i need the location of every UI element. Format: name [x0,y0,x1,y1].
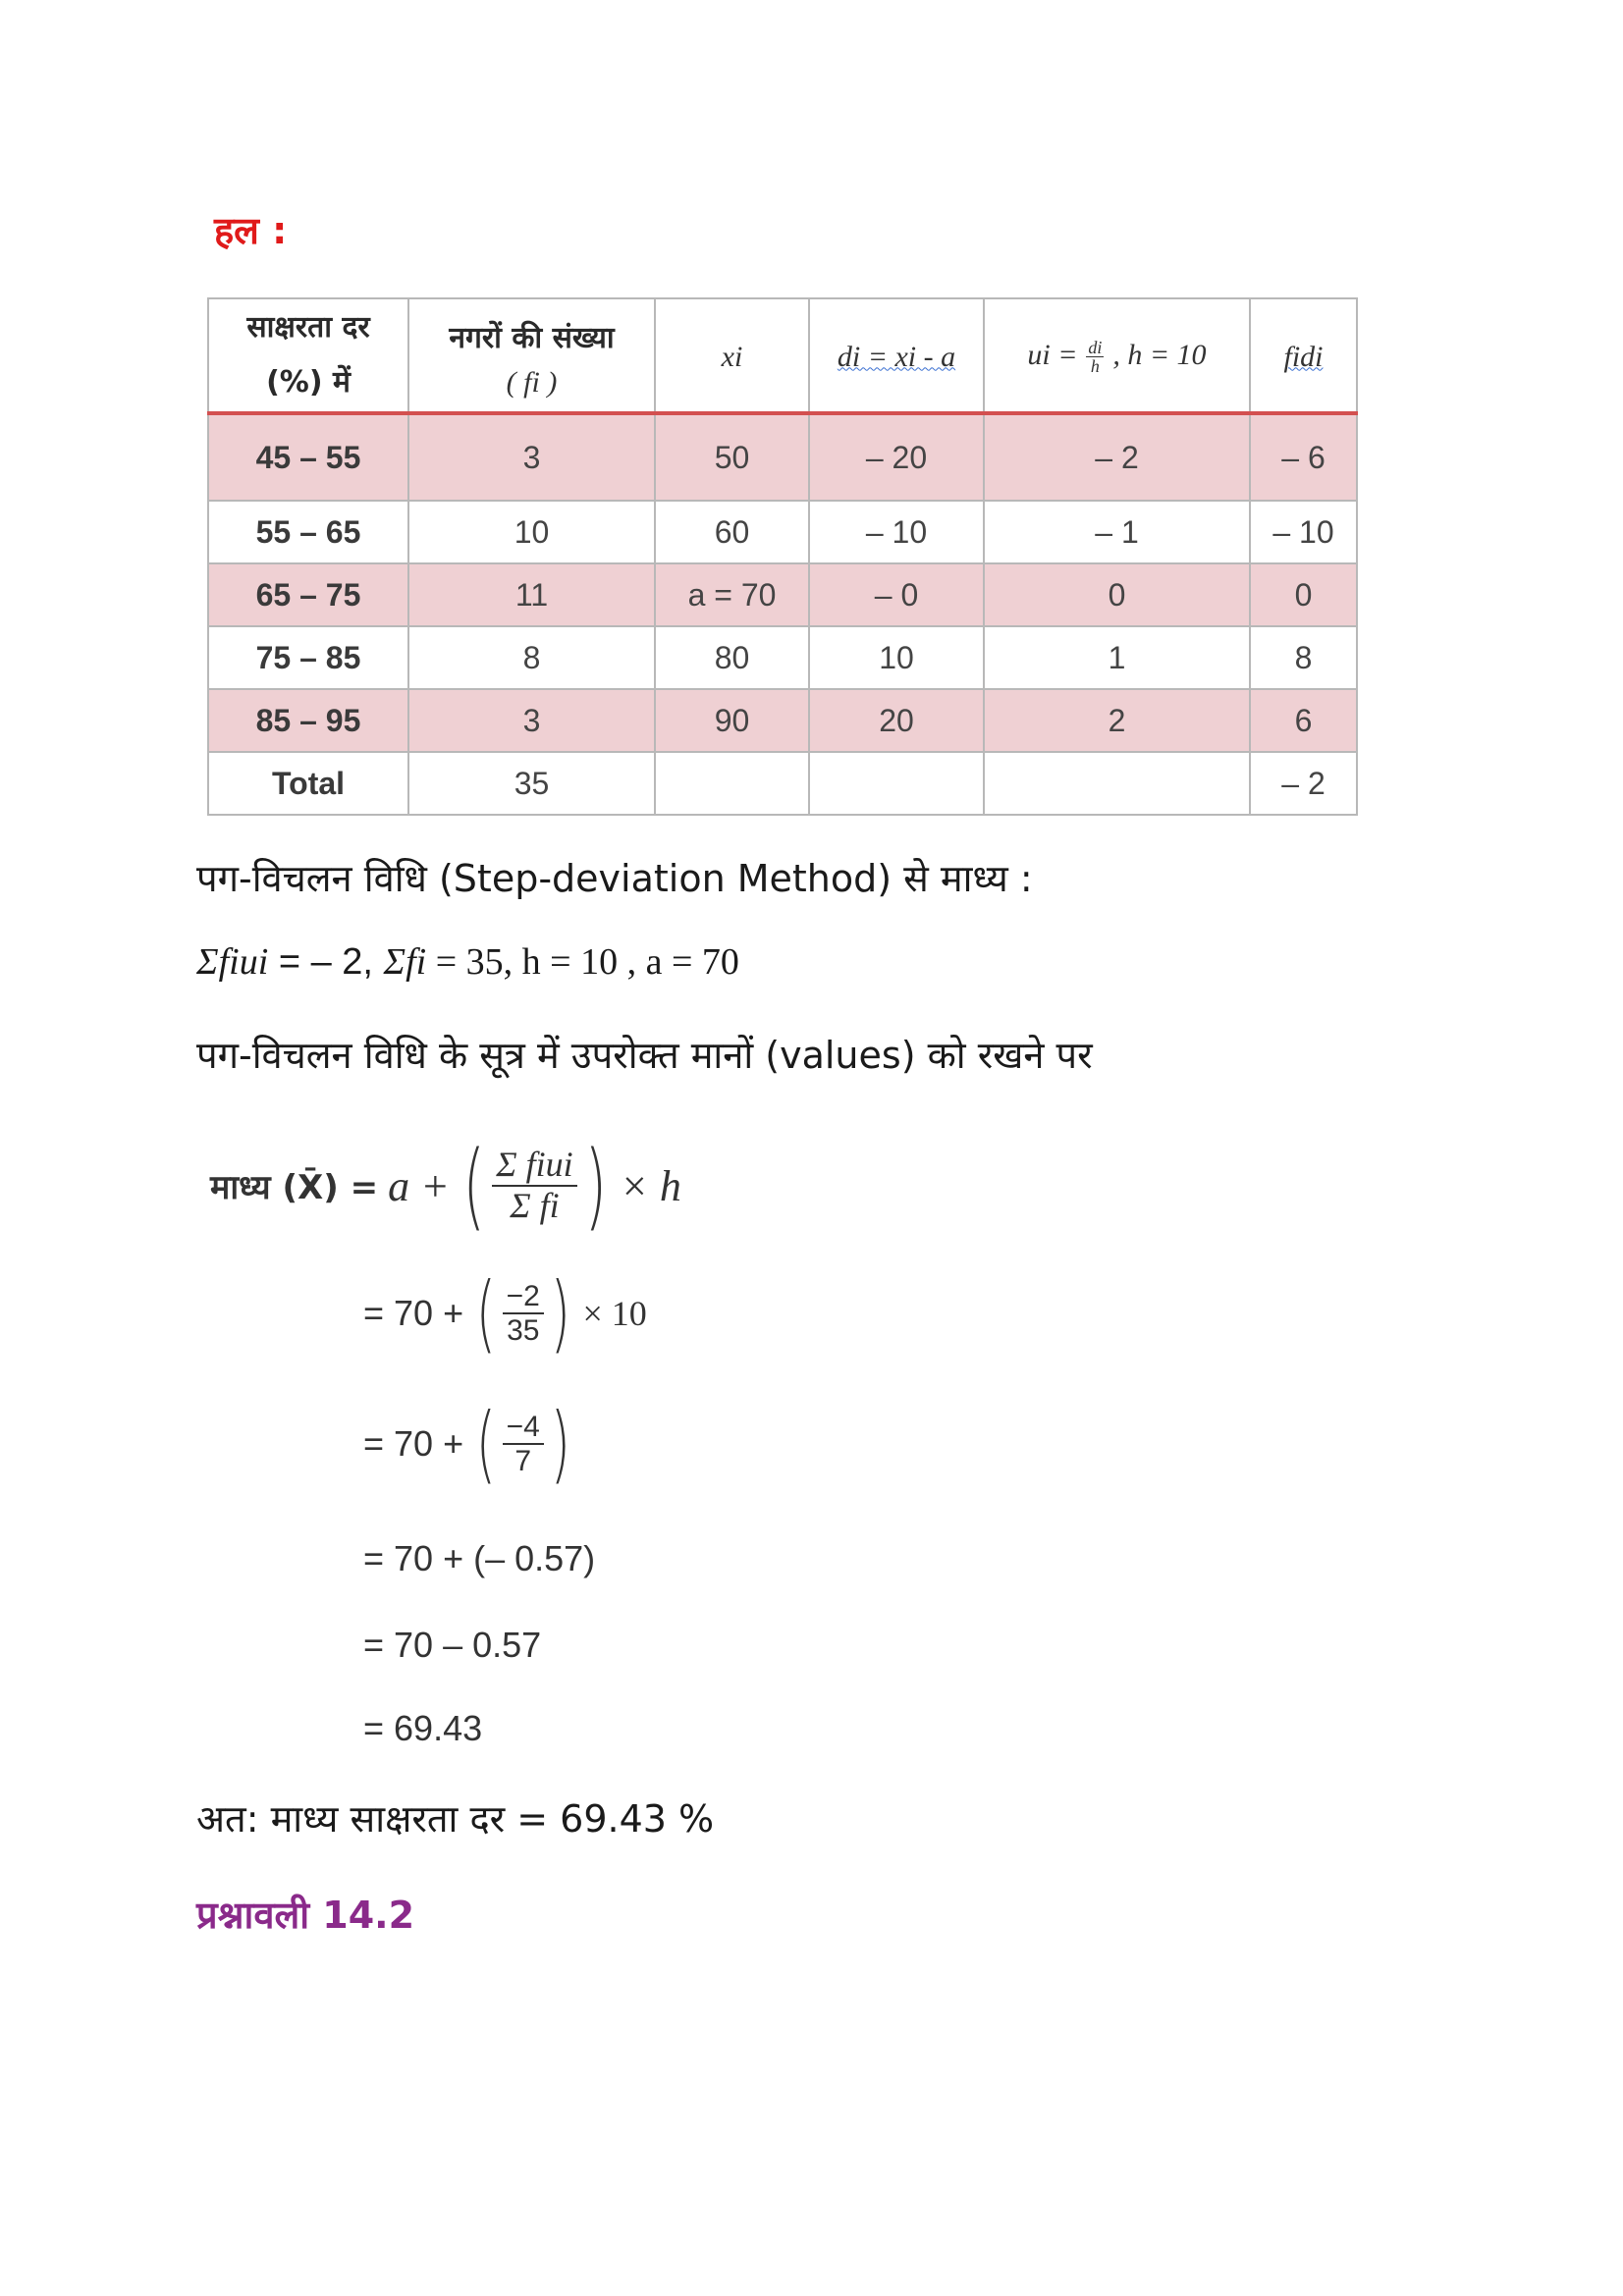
cell-x: a = 70 [655,563,809,626]
table-row [208,626,1357,689]
step-2-frac [503,1411,544,1477]
header-fidi-label: fidi [1283,340,1324,373]
cell-d: 10 [809,626,984,689]
formula-a: a + [388,1161,450,1210]
step-2-num: −4 [503,1411,544,1445]
cell-d: 20 [809,689,984,752]
paren-left: ( [462,1131,485,1241]
step-1-num: −2 [503,1280,544,1314]
header-city-count-line2: ( fi ) [506,366,558,399]
cell-u: – 2 [984,413,1250,501]
paren-left: ( [475,1395,496,1493]
substitution-line: पग-विचलन विधि के सूत्र में उपरोक्त मानों (values) को रखने पर [196,1034,1093,1077]
step-2 [363,1395,582,1493]
given-sum-fu: Σfiui [196,941,269,983]
table-total-row [208,752,1357,815]
cell-empty [809,752,984,815]
formula-num: Σ fiui [492,1146,576,1187]
cell-x: 80 [655,626,809,689]
header-city-count-line1: नगरों की संख्या [449,321,615,355]
cell-total-fd: – 2 [1250,752,1357,815]
header-xi-label: xi [721,340,743,373]
mean-formula [210,1131,681,1241]
step-1-prefix: = 70 + [363,1293,464,1333]
header-ui-suffix: , h = 10 [1112,339,1207,372]
cell-empty [984,752,1250,815]
header-fidi [1250,298,1357,413]
formula-frac [492,1146,576,1225]
frequency-table [207,297,1358,816]
cell-u: 2 [984,689,1250,752]
given-eq1: = – 2, [268,941,384,983]
cell-range: 75 – 85 [208,626,408,689]
step-1-suffix: × 10 [582,1294,647,1333]
cell-fd: 0 [1250,563,1357,626]
solution-heading: हल : [214,209,288,252]
paren-right: ) [550,1395,570,1493]
table-row [208,413,1357,501]
method-line: पग-विचलन विधि (Step-deviation Method) से माध्य : [196,857,1033,900]
cell-range: 55 – 65 [208,501,408,563]
cell-f: 3 [408,689,655,752]
cell-x: 60 [655,501,809,563]
header-ui-den: h [1090,355,1100,376]
formula-times-h: × h [620,1161,681,1210]
cell-fd: 6 [1250,689,1357,752]
cell-range: 65 – 75 [208,563,408,626]
cell-range: 45 – 55 [208,413,408,501]
header-literacy-rate-line1: साक्षरता दर [246,310,370,345]
cell-empty [655,752,809,815]
step-3: = 70 + (– 0.57) [363,1538,596,1578]
cell-f: 3 [408,413,655,501]
table-header-row [208,298,1357,413]
cell-total-label: Total [208,752,408,815]
cell-total-f: 35 [408,752,655,815]
cell-fd: 8 [1250,626,1357,689]
cell-f: 10 [408,501,655,563]
header-di-label: di = xi - a [837,340,956,373]
cell-x: 50 [655,413,809,501]
given-sum-f: Σfi [383,941,427,983]
formula-den: Σ fi [510,1186,560,1225]
cell-f: 8 [408,626,655,689]
cell-u: 0 [984,563,1250,626]
step-2-fraction [469,1395,576,1493]
cell-fd: – 6 [1250,413,1357,501]
cell-u: – 1 [984,501,1250,563]
step-1-den: 35 [507,1314,540,1347]
header-ui-fraction [1086,339,1104,375]
header-city-count [408,298,655,413]
step-1-frac [503,1280,544,1347]
header-ui-num: di [1088,337,1103,357]
formula-fraction [456,1131,614,1241]
given-rest: = 35, h = 10 , a = 70 [426,941,739,983]
step-2-prefix: = 70 + [363,1423,464,1464]
cell-range: 85 – 95 [208,689,408,752]
table-row [208,501,1357,563]
table-row [208,563,1357,626]
step-1-fraction [469,1264,576,1362]
cell-d: – 10 [809,501,984,563]
step-4: = 70 – 0.57 [363,1625,542,1665]
step-2-den: 7 [514,1445,532,1477]
header-xi [655,298,809,413]
cell-u: 1 [984,626,1250,689]
header-di [809,298,984,413]
paren-right: ) [550,1264,570,1362]
step-5: = 69.43 [363,1708,483,1748]
exercise-heading: प्रश्नावली 14.2 [196,1894,415,1937]
cell-d: – 0 [809,563,984,626]
paren-left: ( [475,1264,496,1362]
step-1 [363,1264,647,1362]
conclusion: अत: माध्य साक्षरता दर = 69.43 % [196,1797,715,1841]
formula-lhs: माध्य (X̄) = [210,1168,379,1207]
cell-f: 11 [408,563,655,626]
header-literacy-rate [208,298,408,413]
header-literacy-rate-line2: (%) में [266,365,351,400]
header-ui-prefix: ui = [1027,339,1078,372]
given-values [196,940,739,984]
cell-fd: – 10 [1250,501,1357,563]
paren-right: ) [584,1131,607,1241]
table-row [208,689,1357,752]
cell-d: – 20 [809,413,984,501]
header-ui [984,298,1250,413]
cell-x: 90 [655,689,809,752]
